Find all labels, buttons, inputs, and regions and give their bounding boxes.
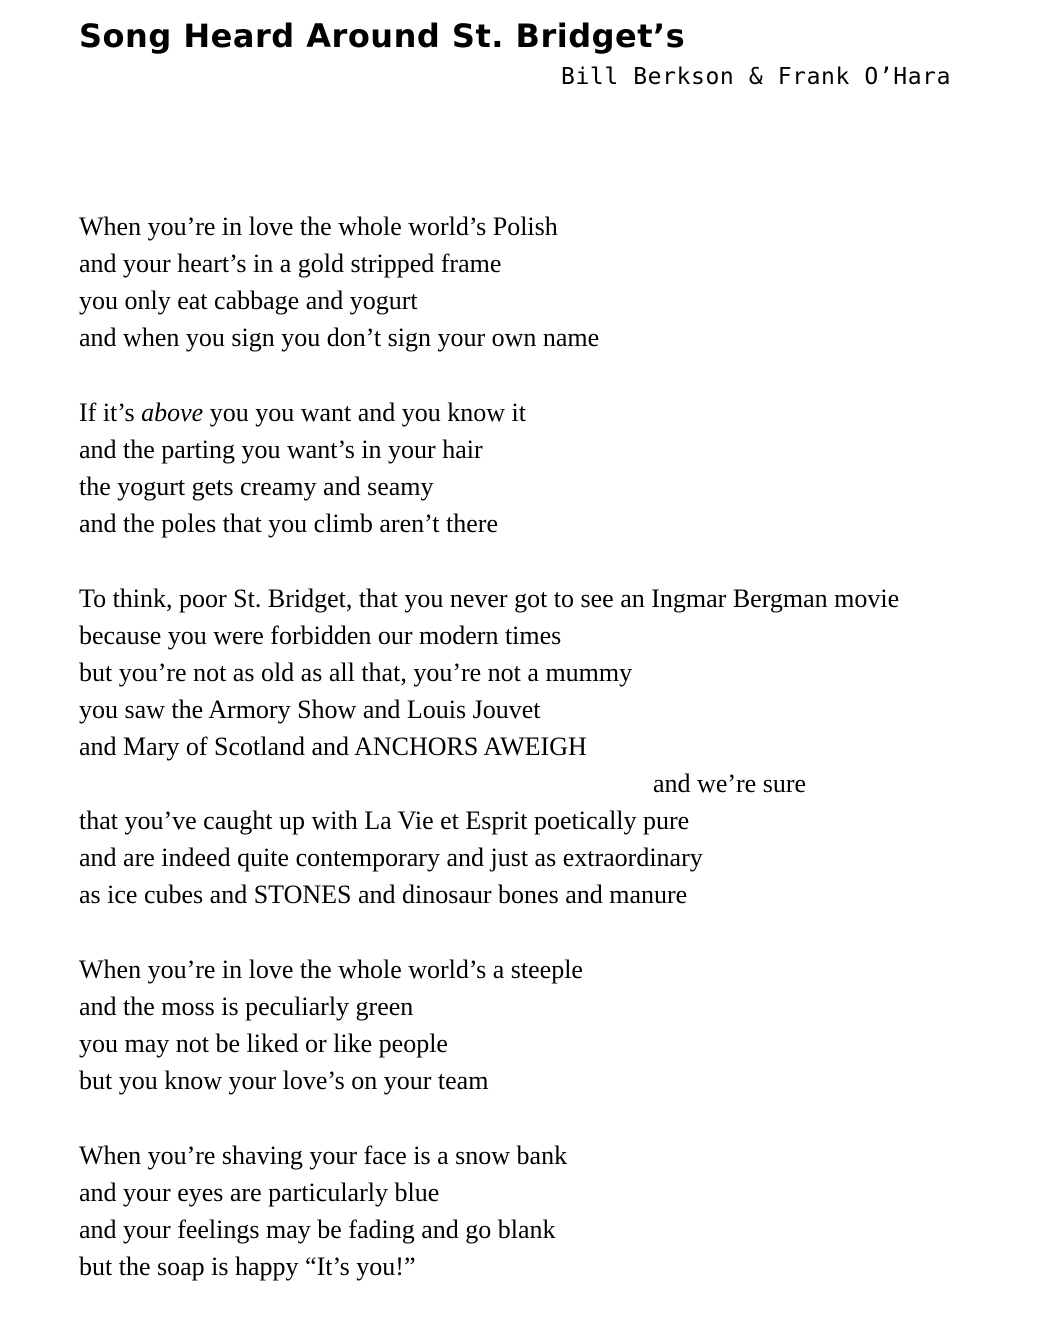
- stanza-1: [79, 208, 979, 356]
- poem-line: and the moss is peculiarly green: [79, 992, 414, 1021]
- poem-line: but you know your love’s on your team: [79, 1066, 489, 1095]
- poem-line: [79, 394, 979, 431]
- poem-authors: Bill Berkson & Frank O’Hara: [561, 64, 952, 90]
- poem-line: and your heart’s in a gold stripped frame: [79, 249, 502, 278]
- poem-line: but you’re not as old as all that, you’re not a mummy: [79, 658, 633, 687]
- stanza-2: [79, 394, 979, 542]
- stanza-3: [79, 580, 979, 913]
- poem-line-part: you you want and you know it: [203, 398, 527, 427]
- poem-line: and the poles that you climb aren’t there: [79, 509, 498, 538]
- poem-line: and the parting you want’s in your hair: [79, 435, 483, 464]
- poem-line: but the soap is happy “It’s you!”: [79, 1252, 416, 1281]
- poem-line: To think, poor St. Bridget, that you never got to see an Ingmar Bergman movie: [79, 584, 900, 613]
- poem-title: Song Heard Around St. Bridget’s: [79, 17, 686, 55]
- poem-line: you saw the Armory Show and Louis Jouvet: [79, 695, 541, 724]
- poem-line: and are indeed quite contemporary and just as extraordinary: [79, 843, 703, 872]
- poem-line: and Mary of Scotland and ANCHORS AWEIGH: [79, 732, 587, 761]
- poem-line: you only eat cabbage and yogurt: [79, 286, 418, 315]
- poem-line-indented: and we’re sure: [653, 769, 807, 798]
- poem-line: because you were forbidden our modern times: [79, 621, 562, 650]
- poem-line-italic-word: above: [141, 398, 204, 427]
- poem-line: and your eyes are particularly blue: [79, 1178, 440, 1207]
- poem-line: the yogurt gets creamy and seamy: [79, 472, 434, 501]
- poem-page: [79, 0, 979, 1324]
- poem-body: [79, 208, 979, 1323]
- poem-line: When you’re in love the whole world’s Polish: [79, 212, 558, 241]
- poem-line: as ice cubes and STONES and dinosaur bones and manure: [79, 880, 688, 909]
- poem-line: and when you sign you don’t sign your own name: [79, 323, 600, 352]
- poem-line: When you’re in love the whole world’s a steeple: [79, 955, 583, 984]
- poem-line-part: If it’s: [79, 398, 142, 427]
- poem-line: When you’re shaving your face is a snow bank: [79, 1141, 568, 1170]
- poem-line: you may not be liked or like people: [79, 1029, 448, 1058]
- stanza-4: [79, 951, 979, 1099]
- stanza-5: [79, 1137, 979, 1285]
- poem-line: and your feelings may be fading and go blank: [79, 1215, 556, 1244]
- poem-line: that you’ve caught up with La Vie et Esprit poetically pure: [79, 806, 690, 835]
